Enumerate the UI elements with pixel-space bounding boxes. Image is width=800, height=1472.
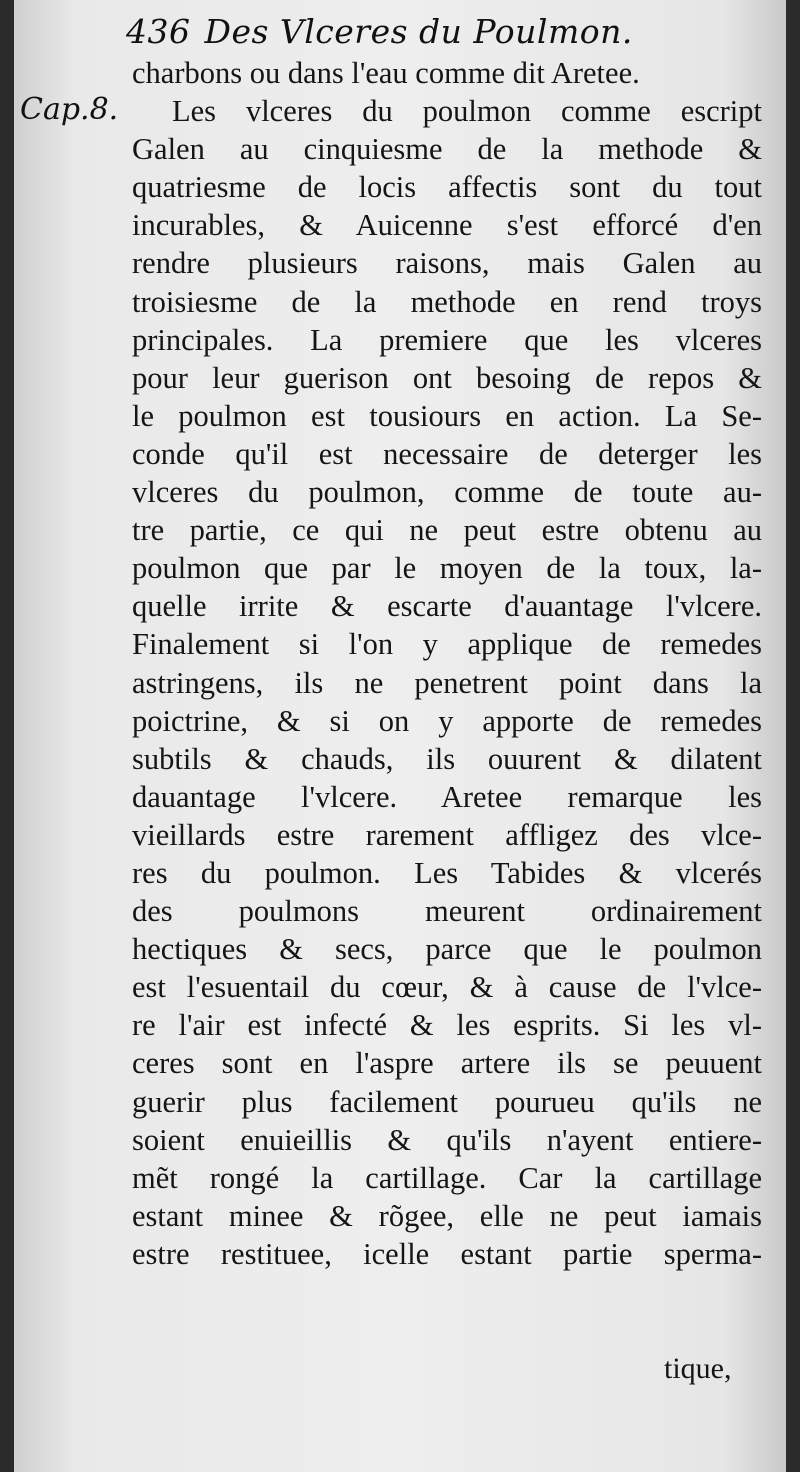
running-title: Des Vlceres du Poulmon.	[204, 12, 633, 51]
text-line: des poulmons meurent ordinairement	[132, 894, 762, 929]
body-text	[132, 54, 762, 1273]
text-line: vieillards estre rarement affligez des vlce-	[132, 817, 762, 852]
text-line: troisiesme de la methode en rend troys	[132, 284, 762, 319]
text-line: mẽt rongé la cartillage. Car la cartillage	[132, 1160, 762, 1195]
text-line: le poulmon est tousiours en action. La Se-	[132, 398, 762, 433]
text-line: Les vlceres du poulmon comme escript	[172, 94, 762, 129]
text-line: poulmon que par le moyen de la toux, la-	[132, 551, 762, 586]
text-line: estre restituee, icelle estant partie sperma-	[132, 1236, 762, 1271]
text-line: dauantage l'vlcere. Aretee remarque les	[132, 779, 762, 814]
text-line: Galen au cinquiesme de la methode &	[132, 132, 762, 167]
text-line: tre partie, ce qui ne peut estre obtenu au	[132, 513, 762, 548]
text-line: incurables, & Auicenne s'est efforcé d'en	[132, 208, 762, 243]
text-line: ceres sont en l'aspre artere ils se peuuent	[132, 1046, 762, 1081]
running-header	[126, 12, 633, 51]
catchword: tique,	[664, 1352, 732, 1385]
book-page	[14, 0, 786, 1472]
text-line: hectiques & secs, parce que le poulmon	[132, 932, 762, 967]
text-line: pour leur guerison ont besoing de repos &	[132, 360, 762, 395]
text-line: subtils & chauds, ils ouurent & dilatent	[132, 741, 762, 776]
text-line: est l'esuentail du cœur, & à cause de l'vlce-	[132, 970, 762, 1005]
text-line: soient enuieillis & qu'ils n'ayent entiere-	[132, 1122, 762, 1157]
text-line: Finalement si l'on y applique de remedes	[132, 627, 762, 662]
page-number: 436	[126, 12, 191, 51]
text-line: estant minee & rõgee, elle ne peut iamais	[132, 1198, 762, 1233]
text-line: vlceres du poulmon, comme de toute au-	[132, 475, 762, 510]
text-line: res du poulmon. Les Tabides & vlcerés	[132, 855, 762, 890]
text-line: principales. La premiere que les vlceres	[132, 322, 762, 357]
text-line: quatriesme de locis affectis sont du tout	[132, 170, 762, 205]
text-line: guerir plus facilement pourueu qu'ils ne	[132, 1084, 762, 1119]
text-line: astringens, ils ne penetrent point dans la	[132, 665, 762, 700]
text-line: conde qu'il est necessaire de deterger les	[132, 436, 762, 471]
text-line: re l'air est infecté & les esprits. Si les vl-	[132, 1008, 762, 1043]
chapter-margin-note: Cap.8.	[20, 92, 119, 127]
text-line: rendre plusieurs raisons, mais Galen au	[132, 246, 762, 281]
text-line: poictrine, & si on y apporte de remedes	[132, 703, 762, 738]
text-line: quelle irrite & escarte d'auantage l'vlcere.	[132, 589, 762, 624]
text-line: charbons ou dans l'eau comme dit Aretee.	[132, 56, 640, 90]
